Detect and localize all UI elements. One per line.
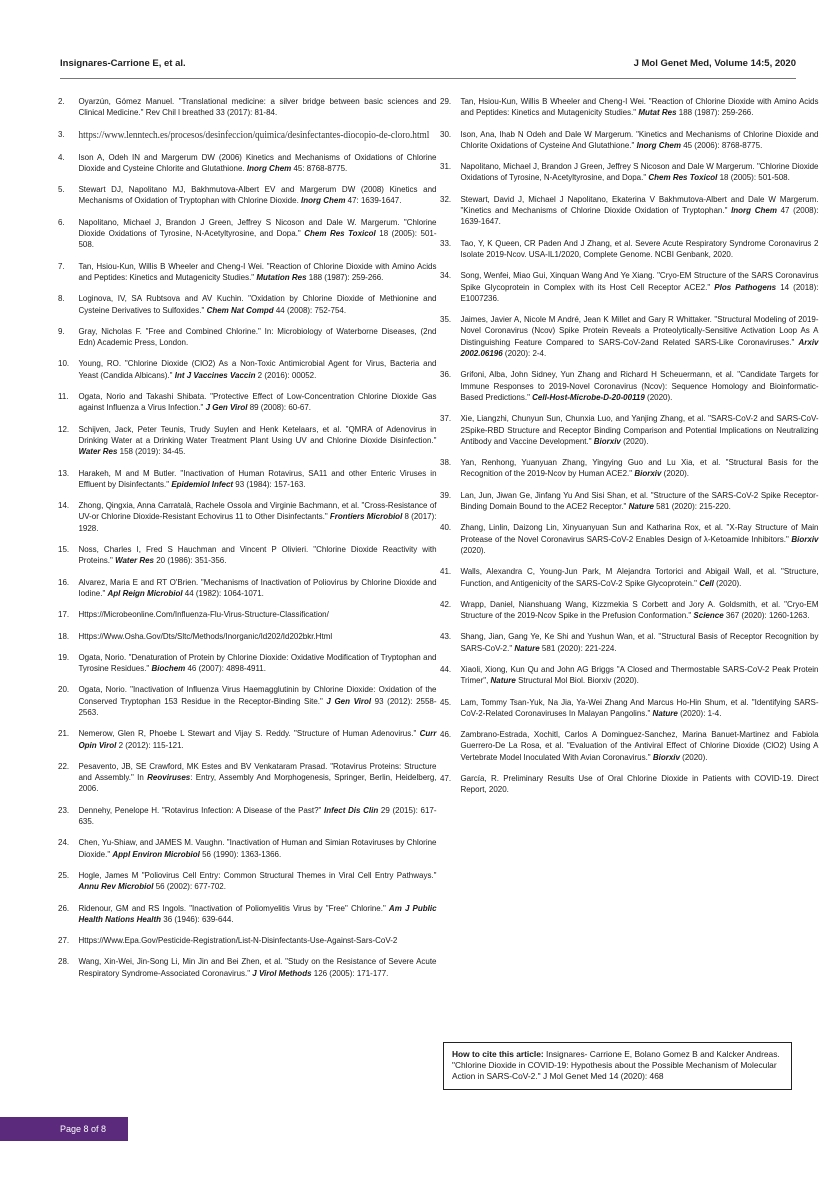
reference-item — [58, 609, 437, 620]
reference-number: 8. — [58, 293, 65, 304]
reference-details: 2 (2012): 115-121. — [116, 739, 184, 750]
reference-number: 3. — [58, 128, 65, 139]
reference-number: 44. — [440, 663, 452, 674]
reference-journal: Inorg Chem — [246, 162, 292, 173]
reference-number: 16. — [58, 576, 70, 587]
reference-journal: Am J Public Health Nations Health — [78, 902, 437, 924]
reference-item — [58, 935, 437, 946]
reference-journal: Biorxiv — [593, 435, 621, 446]
reference-text: Zambrano-Estrada, Xochitl, Carlos A Dominguez-Sanchez, Marina Banuet-Martinez and Fabiola Guerrero-De La Rosa, et al. "Evaluation of the Antiviral Effect of Chlorine Dioxide (ClO2) Using A Vertebrate Model Inoculated With Avian Coronavirus." — [460, 729, 819, 762]
reference-details: (2020). — [620, 435, 649, 446]
reference-text: Tan, Hsiou-Kun, Willis B Wheeler and Cheng-I Wei. "Reaction of Chlorine Dioxide with Amino Acids and Peptides: Kinetics and Mutagenicity Studies." — [78, 260, 437, 282]
running-header — [60, 58, 796, 72]
reference-number: 42. — [440, 598, 452, 609]
reference-text: Stewart DJ, Napolitano MJ, Bakhmutova-Albert EV and Margerum DW (2008) Kinetics and Mechanisms of Oxidation of Tryptophan with Chlorine Dioxide. — [78, 184, 437, 206]
reference-item — [440, 522, 819, 556]
reference-details: 581 (2020): 215-220. — [653, 501, 731, 512]
reference-number: 19. — [58, 651, 70, 662]
reference-text: Hogle, James M "Poliovirus Cell Entry: Common Structural Themes in Viral Cell Entry Pathways." — [78, 869, 437, 880]
reference-text: Yan, Renhong, Yuanyuan Zhang, Yingying Guo and Lu Xia, et al. "Structural Basis for the Recognition of the 2019-Ncov by Human ACE2." — [460, 457, 819, 479]
reference-details: 36 (1946): 639-644. — [161, 913, 234, 924]
reference-details: (2020): 1-4. — [677, 707, 722, 718]
reference-number: 29. — [440, 96, 452, 106]
reference-text: Https://Www.Osha.Gov/Dts/Sltc/Methods/Inorganic/Id202/Id202bkr.Html — [78, 630, 333, 641]
reference-number: 22. — [58, 760, 70, 771]
reference-text: Ogata, Norio. "Inactivation of Influenza Virus Haemagglutinin by Chlorine Dioxide: Oxidation of the Conserved Tryptophan 153 Residue in the Receptor-Binding Site." — [78, 684, 437, 706]
reference-text: Lan, Jun, Jiwan Ge, Jinfang Yu And Sisi Shan, et al. "Structure of the SARS-CoV-2 Spike Receptor-Binding Domain Bound to the ACE2 Receptor." — [460, 489, 819, 512]
reference-journal: Inorg Chem — [731, 205, 777, 216]
reference-item — [58, 805, 437, 828]
reference-item — [440, 314, 819, 359]
reference-details: 44 (1982): 1064-1071. — [182, 587, 264, 598]
reference-number: 34. — [440, 270, 452, 281]
reference-journal: Chem Nat Compd — [206, 304, 274, 315]
reference-item — [440, 664, 819, 687]
reference-number: 32. — [440, 193, 452, 204]
reference-text: Xie, Liangzhi, Chunyun Sun, Chunxia Luo, and Yanjing Zhang, et al. "SARS-CoV-2 and SARS-CoV-2Spike-RBD Structure and Receptor Binding Comparison and Potential Implications on Neutralizing Antibody and Vaccine Development." — [460, 413, 819, 446]
reference-journal: Annu Rev Microbiol — [78, 881, 154, 892]
reference-item — [440, 369, 819, 403]
reference-number: 35. — [440, 314, 452, 325]
reference-item — [440, 490, 819, 513]
reference-text: Schijven, Jack, Peter Teunis, Trudy Suylen and Henk Ketelaars, et al. "QMRA of Adenovirus in Drinking Water at a Drinking Water Treatment Plant Using UV and Chlorine Dioxide Disinfection." — [78, 423, 437, 445]
reference-item — [58, 577, 437, 600]
reference-number: 40. — [440, 522, 452, 533]
reference-number: 38. — [440, 457, 452, 468]
reference-number: 25. — [58, 869, 70, 880]
reference-number: 12. — [58, 423, 70, 434]
reference-text: Harakeh, M and M Butler. "Inactivation of Human Rotavirus, SA11 and other Enteric Viruses in Effluent by Disinfectants." — [78, 467, 437, 489]
reference-item — [58, 326, 437, 349]
reference-number: 26. — [58, 902, 70, 913]
reference-number: 46. — [440, 729, 452, 740]
reference-text: Young, RO. "Chlorine Dioxide (ClO2) As a Non-Toxic Antimicrobial Agent for Virus, Bacteria and Yeast (Candida Albicans)." — [78, 358, 437, 380]
cite-box — [443, 1042, 792, 1090]
reference-text: García, R. Preliminary Results Use of Oral Chlorine Dioxide in Patients with COVID-19. Direct Report, 2020. — [460, 773, 819, 795]
reference-journal: Curr Opin Virol — [78, 728, 437, 750]
reference-details: 45 (2006): 8768-8775. — [680, 139, 763, 150]
reference-text: Nemerow, Glen R, Phoebe L Stewart and Vijay S. Reddy. "Structure of Human Adenovirus." — [78, 728, 420, 739]
reference-number: 41. — [440, 566, 452, 577]
reference-item — [58, 652, 437, 675]
reference-item — [58, 684, 437, 718]
reference-details: 44 (2008): 752-754. — [273, 304, 347, 315]
reference-item — [58, 152, 437, 175]
reference-details: 89 (2008): 60-67. — [247, 402, 312, 413]
reference-text: Loginova, IV, SA Rubtsova and AV Kuchin. "Oxidation by Chlorine Dioxide of Methionine and Cysteine Derivatives to Sulfoxides." — [78, 293, 437, 315]
reference-text: Wrapp, Daniel, Nianshuang Wang, Kizzmekia S Corbett and Jory A. Goldsmith, et al. "Cryo-EM Structure of the 2019-Ncov Spike in the Prefusion Conformation." — [460, 598, 819, 621]
reference-text: Song, Wenfei, Miao Gui, Xinquan Wang And Ye Xiang. "Cryo-EM Structure of the SARS Coronavirus Spike Glycoprotein in Complex with its Host Cell Receptor ACE2." — [460, 270, 819, 292]
reference-journal: Nature — [490, 675, 516, 686]
header-rule — [60, 78, 796, 79]
reference-journal: Mutation Res — [256, 271, 307, 282]
references-right-column — [440, 96, 819, 796]
reference-item — [440, 238, 819, 261]
reference-item — [440, 773, 819, 796]
reference-journal: Frontiers Microbiol — [329, 511, 403, 522]
reference-text: Tao, Y, K Queen, CR Paden And J Zhang, et al. Severe Acute Respiratory Syndrome Coronavirus 2 Isolate 2019-Ncov. USA-IL1/2020, Complete Genome. NCBI Genbank, 2020. — [460, 237, 819, 259]
reference-details: 18 (2005): 501-508. — [717, 172, 790, 183]
reference-details: 8 (2017): 1928. — [78, 511, 437, 533]
references-left-column — [58, 96, 437, 979]
reference-item — [58, 956, 437, 979]
reference-item — [440, 96, 819, 119]
reference-text: Walls, Alexandra C, Young-Jun Park, M Alejandra Tortorici and Abigail Wall, et al. "Structure, Function, and Antigenicity of the SARS-CoV-2 Spike Glycoprotein." — [460, 566, 819, 588]
reference-details: 56 (1990): 1363-1366. — [199, 848, 282, 859]
reference-number: 20. — [58, 684, 70, 695]
reference-number: 37. — [440, 413, 452, 424]
reference-item — [58, 217, 437, 251]
reference-url: https://www.lenntech.es/procesos/desinfeccion/quimica/desinfectantes-diocopio-de-cloro.html — [78, 129, 430, 141]
reference-item — [440, 270, 819, 304]
reference-journal: J Gen Virol — [205, 402, 248, 413]
reference-item — [58, 358, 437, 381]
reference-text: Alvarez, Maria E and RT O'Brien. "Mechanisms of Inactivation of Poliovirus by Chlorine Dioxide and Iodine." — [78, 576, 437, 598]
reference-details: 47 (2008): 1639-1647. — [460, 205, 819, 227]
reference-item — [58, 761, 437, 795]
reference-item — [440, 631, 819, 654]
reference-text: Zhang, Linlin, Daizong Lin, Xinyuanyuan Sun and Katharina Rox, et al. "X-Ray Structure of Main Protease of the Novel Coronavirus SARS-CoV-2 Enables Design of λ-Ketoamide Inhibitors." — [460, 522, 819, 544]
reference-journal: J Gen Virol — [326, 695, 372, 706]
reference-journal: Chem Res Toxicol — [304, 228, 376, 239]
reference-item — [58, 544, 437, 567]
reference-number: 27. — [58, 935, 70, 946]
reference-journal: Reoviruses — [147, 772, 191, 783]
reference-journal: Biochem — [151, 663, 186, 674]
reference-text: Pesavento, JB, SE Crawford, MK Estes and BV Venkataram Prasad. "Rotavirus Proteins: Structure and Assembly." In — [78, 760, 437, 783]
reference-item — [440, 599, 819, 622]
reference-journal: Infect Dis Clin — [324, 804, 379, 815]
reference-details: 158 (2019): 34-45. — [117, 446, 186, 457]
reference-number: 21. — [58, 728, 70, 739]
reference-text: Ogata, Norio and Takashi Shibata. "Protective Effect of Low-Concentration Chlorine Dioxide Gas against Influenza a Virus Infection." — [78, 391, 437, 413]
reference-journal: Biorxiv — [634, 468, 662, 479]
reference-text: Lam, Tommy Tsan-Yuk, Na Jia, Ya-Wei Zhang And Marcus Ho-Hin Shum, et al. "Identifying SARS-CoV-2-Related Coronaviruses In Malayan Pangolins." — [460, 696, 819, 718]
reference-number: 43. — [440, 631, 452, 642]
reference-item — [440, 457, 819, 480]
reference-item — [58, 837, 437, 860]
reference-details: (2020). — [713, 577, 742, 588]
reference-journal: Inorg Chem — [301, 195, 346, 206]
reference-journal: Mutat Res — [638, 107, 677, 118]
reference-number: 47. — [440, 773, 452, 784]
reference-item — [440, 729, 819, 763]
header-authors: Insignares-Carrione E, et al. — [60, 58, 186, 69]
reference-journal: Cell-Host-Microbe-D-20-00119 — [532, 391, 645, 402]
reference-item — [58, 728, 437, 751]
cite-label: How to cite this article: — [452, 1049, 544, 1059]
reference-text: Shang, Jian, Gang Ye, Ke Shi and Yushun Wan, et al. "Structural Basis of Receptor Recognition by SARS-CoV-2." — [460, 631, 819, 653]
reference-journal: Cell — [699, 577, 714, 588]
reference-item — [58, 184, 437, 207]
reference-number: 28. — [58, 956, 70, 967]
reference-number: 14. — [58, 500, 70, 511]
reference-text: Ridenour, GM and RS Ingols. "Inactivation of Poliomyelitis Virus by "Free" Chlorine." — [78, 902, 389, 913]
reference-item — [440, 194, 819, 228]
reference-details: 47: 1639-1647. — [345, 195, 402, 206]
reference-journal: Epidemiol Infect — [171, 478, 234, 489]
reference-number: 7. — [58, 260, 65, 271]
reference-details: 2 (2016): 00052. — [255, 369, 317, 380]
reference-item — [440, 697, 819, 720]
reference-text: Napolitano, Michael J, Brandon J Green, Jeffrey S Nicoson and Dale W Margerum. "Chlorine Dioxide Oxidations of Tyrosine, N-Acetyltyrosine, and Dopa." — [460, 161, 819, 183]
reference-text: Gray, Nicholas F. "Free and Combined Chlorine." In: Microbiology of Waterborne Diseases, (2nd Edn) Academic Press, London. — [78, 325, 437, 348]
reference-item — [440, 413, 819, 447]
reference-number: 6. — [58, 216, 65, 227]
reference-number: 11. — [58, 391, 69, 402]
reference-details: Structural Mol Biol. Biorxiv (2020). — [515, 675, 639, 686]
reference-journal: Inorg Chem — [636, 139, 681, 150]
reference-details: 18 (2005): 501-508. — [78, 228, 437, 250]
reference-item — [58, 903, 437, 926]
reference-details: : Entry, Assembly And Morphogenesis, Springer, Berlin, Heidelberg, 2006. — [78, 772, 437, 794]
reference-journal: Nature — [514, 642, 540, 653]
reference-text: Ison, Ana, Ihab N Odeh and Dale W Margerum. "Kinetics and Mechanisms of Chlorine Dioxide and Chlorite Oxidations of Cysteine And Glutathione." — [460, 128, 819, 150]
reference-item — [58, 129, 437, 142]
reference-number: 39. — [440, 489, 452, 500]
reference-text: Jaimes, Javier A, Nicole M André, Jean K Millet and Gary R Whittaker. "Structural Modeling of 2019-Novel Coronavirus (Ncov) Spike Protein Reveals a Proteolytically-Sensitive Activation Loop As A Distinguishing Feature Compared to SARS-CoV-2and Related SARS-Like Coronaviruses." — [460, 314, 819, 347]
reference-text: Stewart, David J, Michael J Napolitano, Ekaterina V Bakhmutova-Albert and Dale W Margerum. "Kinetics and Mechanisms of Chlorine Dioxide Oxidation of Tryptophan." — [460, 193, 819, 216]
reference-details: (2020). — [679, 751, 708, 762]
reference-item — [58, 261, 437, 284]
reference-number: 2. — [58, 96, 65, 106]
reference-number: 4. — [58, 151, 65, 162]
reference-number: 18. — [58, 630, 70, 641]
reference-number: 36. — [440, 369, 452, 380]
reference-text: Dennehy, Penelope H. "Rotavirus Infection: A Disease of the Past?" — [78, 804, 325, 815]
reference-number: 24. — [58, 837, 70, 848]
reference-text: Ison A, Odeh IN and Margerum DW (2006) Kinetics and Mechanisms of Oxidations of Chlorine Dioxide and Cysteine Chlorite and Glutathione. — [78, 151, 437, 173]
reference-journal: Int J Vaccines Vaccin — [174, 369, 256, 380]
reference-item — [58, 468, 437, 491]
reference-text: Napolitano, Michael J, Brandon J Green, Jeffrey S Nicoson and Dale W. Margerum. "Chlorine Dioxide Oxidations of Tyrosine, N-Acetyltyrosine, and Dopa." — [78, 216, 437, 239]
reference-item — [440, 566, 819, 589]
reference-item — [58, 391, 437, 414]
reference-number: 30. — [440, 128, 452, 139]
reference-journal: Chem Res Toxicol — [648, 172, 718, 183]
reference-text: Chen, Yu-Shiaw, and JAMES M. Vaughn. "Inactivation of Human and Simian Rotaviruses by Chlorine Dioxide." — [78, 837, 437, 859]
reference-details: 126 (2005): 171-177. — [311, 967, 389, 978]
reference-item — [58, 870, 437, 893]
reference-journal: Arxiv 2002.06196 — [460, 336, 819, 359]
reference-number: 33. — [440, 237, 452, 248]
reference-text: Ogata, Norio. "Denaturation of Protein by Chlorine Dioxide: Oxidative Modification of Tryptophan and Tyrosine Residues." — [78, 651, 437, 674]
reference-item — [58, 631, 437, 642]
reference-details: (2020). — [661, 468, 689, 479]
reference-item — [58, 500, 437, 534]
reference-text: Wang, Xin-Wei, Jin-Song Li, Min Jin and Bei Zhen, et al. "Study on the Resistance of Severe Acute Respiratory Syndrome-Associated Coronavirus." — [78, 956, 437, 978]
reference-details: 20 (1986): 351-356. — [154, 555, 227, 566]
reference-journal: Appl Environ Microbiol — [112, 848, 200, 859]
reference-details: 367 (2020): 1260-1263. — [723, 610, 810, 621]
reference-journal: Nature — [652, 707, 678, 718]
reference-text: Grifoni, Alba, John Sidney, Yun Zhang and Richard H Scheuermann, et al. "Candidate Targets for Immune Responses to 2019-Novel Coronavirus (Ncov): Sequence Homology and Bioinformatic-Based Predictions." — [460, 369, 819, 402]
reference-item — [440, 129, 819, 152]
reference-text: Oyarzún, Gómez Manuel. "Translational medicine: a silver bridge between basic sciences and Clinical Medicine." Rev Chil l breathed 33 (2017): 81-84. — [78, 96, 437, 118]
reference-number: 9. — [58, 325, 65, 336]
header-journal: J Mol Genet Med, Volume 14:5, 2020 — [633, 58, 796, 69]
reference-journal: Water Res — [78, 446, 118, 457]
reference-item — [58, 293, 437, 316]
reference-details: 93 (2012): 2558-2563. — [78, 695, 437, 717]
reference-number: 23. — [58, 804, 70, 815]
reference-text: Https://Www.Epa.Gov/Pesticide-Registration/List-N-Disinfectants-Use-Against-Sars-CoV-2 — [78, 935, 398, 946]
reference-details: 188 (1987): 259-266. — [676, 107, 754, 118]
reference-number: 5. — [58, 184, 65, 195]
reference-text: Https://Microbeonline.Com/Influenza-Flu-Virus-Structure-Classification/ — [78, 609, 329, 620]
reference-journal: Biorxiv — [652, 751, 680, 762]
reference-journal: Apl Reign Microbiol — [107, 587, 183, 598]
reference-number: 15. — [58, 544, 70, 555]
reference-details: 14 (2018): E1007236. — [460, 281, 819, 303]
reference-details: (2020). — [644, 391, 673, 402]
reference-item — [58, 424, 437, 458]
reference-text: Zhong, Qingxia, Anna Carratalà, Rachele Ossola and Virginie Bachmann, et al. "Cross-Resistance of UV-or Chlorine Dioxide-Resistant Echovirus 11 to Other Disinfectants." — [78, 500, 437, 522]
reference-number: 10. — [58, 358, 70, 369]
reference-text: Noss, Charles I, Fred S Hauchman and Vincent P Olivieri. "Chlorine Dioxide Reactivity with Proteins." — [78, 544, 437, 566]
cite-text: Insignares- Carrione E, Bolano Gomez B and Kalcker Andreas. "Chlorine Dioxide in COVID-19: Hypothesis about the Possible Mechanism of Molecular Action in SARS-CoV-2." J Mol Genet Med 14 (2020): 468 — [452, 1049, 780, 1082]
reference-journal: Nature — [628, 501, 654, 512]
reference-details: 56 (2002): 677-702. — [153, 881, 226, 892]
reference-details: 581 (2020): 221-224. — [539, 642, 617, 653]
reference-details: 188 (1987): 259-266. — [306, 271, 384, 282]
reference-details: 46 (2007): 4898-4911. — [185, 663, 266, 674]
reference-number: 31. — [440, 161, 452, 172]
reference-text: Tan, Hsiou-Kun, Willis B Wheeler and Cheng-I Wei. "Reaction of Chlorine Dioxide with Amino Acids and Peptides: Kinetics and Mutagenicity Studies." — [460, 96, 819, 118]
reference-item — [440, 161, 819, 184]
reference-journal: Plos Pathogens — [714, 281, 777, 292]
reference-details: (2020). — [460, 544, 486, 555]
reference-number: 17. — [58, 609, 70, 620]
reference-journal: Science — [693, 610, 724, 621]
reference-details: 29 (2015): 617-635. — [78, 804, 437, 827]
reference-number: 45. — [440, 696, 452, 707]
reference-journal: Biorxiv — [791, 533, 819, 544]
reference-details: 45: 8768-8775. — [291, 162, 348, 173]
reference-journal: Water Res — [115, 555, 155, 566]
reference-item — [58, 96, 437, 119]
reference-number: 13. — [58, 467, 70, 478]
reference-text: Xiaoli, Xiong, Kun Qu and John AG Briggs "A Closed and Thermostable SARS-CoV-2 Peak Protein Trimer", — [460, 663, 819, 686]
page-number-badge: Page 8 of 8 — [0, 1117, 128, 1141]
reference-journal: J Virol Methods — [252, 967, 312, 978]
reference-details: 93 (1984): 157-163. — [233, 478, 306, 489]
reference-details: (2020): 2-4. — [502, 348, 547, 359]
